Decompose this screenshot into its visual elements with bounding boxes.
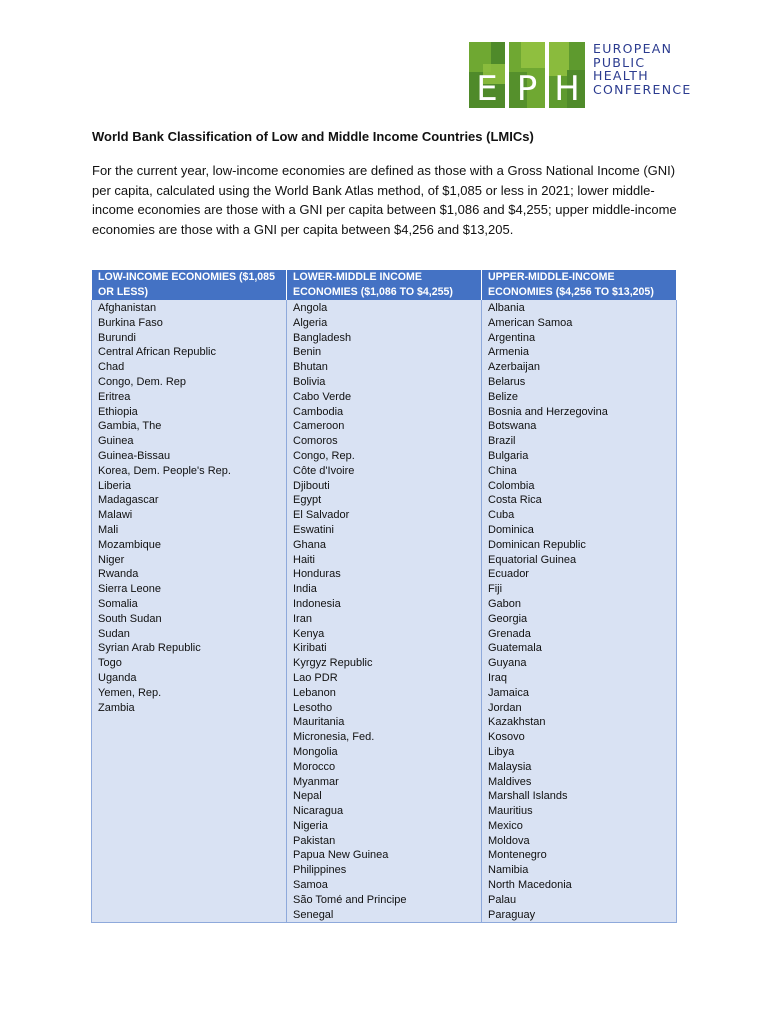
country-item: Morocco xyxy=(293,760,336,773)
country-item: Indonesia xyxy=(293,597,341,610)
country-item: Myanmar xyxy=(293,775,339,788)
country-item: Mauritius xyxy=(488,805,533,818)
logo-letter-h: H xyxy=(554,69,580,108)
country-item: Belize xyxy=(488,390,518,403)
country-item: Jamaica xyxy=(488,686,529,699)
table-row xyxy=(92,300,677,923)
country-item: Mali xyxy=(98,523,119,536)
country-item: Cambodia xyxy=(293,405,344,418)
country-item: Guyana xyxy=(488,657,527,670)
country-item: Sudan xyxy=(98,627,130,640)
country-item: Bulgaria xyxy=(488,449,529,462)
country-item: Côte d'Ivoire xyxy=(293,464,355,477)
country-item: Zambia xyxy=(98,701,135,714)
country-item: Iran xyxy=(293,612,312,625)
country-item: Micronesia, Fed. xyxy=(293,731,375,744)
country-item: Bolivia xyxy=(293,375,326,388)
country-item: Haiti xyxy=(293,553,316,566)
country-item: Bangladesh xyxy=(293,331,352,344)
country-item: Guinea xyxy=(98,435,134,448)
country-item: Djibouti xyxy=(293,479,330,492)
country-item: Jordan xyxy=(488,701,522,714)
country-item: Burundi xyxy=(98,331,136,344)
country-item: Brazil xyxy=(488,435,516,448)
country-item: Belarus xyxy=(488,375,526,388)
country-item: Cuba xyxy=(488,509,515,522)
country-item: Ethiopia xyxy=(98,405,138,418)
country-item: Yemen, Rep. xyxy=(98,686,162,699)
logo-line: EUROPEAN xyxy=(593,41,673,56)
logo-letter-p: P xyxy=(516,69,538,108)
country-item: Senegal xyxy=(293,908,334,921)
country-item: Sierra Leone xyxy=(98,583,161,596)
low-income-list xyxy=(98,301,280,715)
country-item: Georgia xyxy=(488,612,528,625)
country-item: Angola xyxy=(293,302,328,314)
country-item: Bhutan xyxy=(293,361,328,374)
logo-line: HEALTH xyxy=(593,68,649,84)
country-item: Palau xyxy=(488,893,517,906)
header-upper-middle-income: UPPER-MIDDLE-INCOME ECONOMIES ($4,256 TO $13,205) xyxy=(482,270,677,300)
country-item: Gambia, The xyxy=(98,420,162,433)
country-item: Papua New Guinea xyxy=(293,849,389,862)
country-item: Namibia xyxy=(488,864,529,877)
country-item: Eswatini xyxy=(293,523,334,536)
country-item: North Macedonia xyxy=(488,879,572,892)
country-item: Argentina xyxy=(488,331,536,344)
country-item: China xyxy=(488,464,517,477)
country-item: Honduras xyxy=(293,568,341,581)
country-item: Madagascar xyxy=(98,494,159,507)
country-item: Armenia xyxy=(488,346,529,359)
country-item: Kyrgyz Republic xyxy=(293,657,373,670)
country-item: Togo xyxy=(98,657,122,670)
country-item: Albania xyxy=(488,302,525,314)
logo-line: PUBLIC xyxy=(593,54,646,70)
country-item: Maldives xyxy=(488,775,532,788)
country-item: Malawi xyxy=(98,509,133,522)
eph-logo xyxy=(469,41,692,110)
country-item: Eritrea xyxy=(98,390,131,403)
eph-logo-mark xyxy=(469,42,585,108)
country-item: Central African Republic xyxy=(98,346,217,359)
income-classification-table xyxy=(91,270,677,923)
country-item: Samoa xyxy=(293,879,328,892)
country-item: Cameroon xyxy=(293,420,345,433)
country-item: Niger xyxy=(98,553,125,566)
country-item: Kiribati xyxy=(293,642,327,655)
country-item: American Samoa xyxy=(488,316,573,329)
country-item: Kosovo xyxy=(488,731,525,744)
country-item: Marshall Islands xyxy=(488,790,568,803)
country-item: Ecuador xyxy=(488,568,529,581)
upper-middle-income-list xyxy=(488,301,670,922)
upper-middle-income-cell xyxy=(482,300,677,923)
country-item: Nepal xyxy=(293,790,322,803)
country-item: Montenegro xyxy=(488,849,547,862)
country-item: Iraq xyxy=(488,671,507,684)
country-item: Benin xyxy=(293,346,322,359)
lower-middle-income-cell xyxy=(287,300,482,923)
table-header-row xyxy=(92,270,677,300)
country-item: Costa Rica xyxy=(488,494,542,507)
logo-letter-e: E xyxy=(476,69,498,108)
country-item: Comoros xyxy=(293,435,338,448)
document-title: World Bank Classification of Low and Middle Income Countries (LMICs) xyxy=(92,129,534,144)
country-item: Paraguay xyxy=(488,908,536,921)
country-item: Algeria xyxy=(293,316,328,329)
country-item: Rwanda xyxy=(98,568,139,581)
country-item: Philippines xyxy=(293,864,347,877)
low-income-cell xyxy=(92,300,287,923)
country-item: El Salvador xyxy=(293,509,350,522)
logo-line: CONFERENCE xyxy=(593,81,692,97)
country-item: Lesotho xyxy=(293,701,333,714)
country-item: Uganda xyxy=(98,671,137,684)
country-item: Egypt xyxy=(293,494,322,507)
country-item: Lebanon xyxy=(293,686,336,699)
country-item: Guatemala xyxy=(488,642,542,655)
country-item: Syrian Arab Republic xyxy=(98,642,201,655)
country-item: Colombia xyxy=(488,479,535,492)
country-item: Ghana xyxy=(293,538,327,551)
country-item: South Sudan xyxy=(98,612,162,625)
country-item: Mongolia xyxy=(293,745,338,758)
country-item: Dominican Republic xyxy=(488,538,586,551)
intro-paragraph: For the current year, low-income economies are defined as those with a Gross National Income (GNI) per capita, calculated using the World Bank Atlas method, of $1,085 or less in 2021; lower middle-income economies are those with a GNI per capita between $1,086 and $4,255; upper middle-income economies are those with a GNI per capita between $4,256 and $13,205. xyxy=(92,163,677,237)
country-item: Grenada xyxy=(488,627,531,640)
country-item: Korea, Dem. People's Rep. xyxy=(98,464,231,477)
country-item: Lao PDR xyxy=(293,671,338,684)
header-low-income: LOW-INCOME ECONOMIES ($1,085 OR LESS) xyxy=(92,270,287,300)
country-item: Fiji xyxy=(488,583,503,596)
country-item: Mozambique xyxy=(98,538,161,551)
country-item: Kenya xyxy=(293,627,325,640)
country-item: Afghanistan xyxy=(98,302,157,314)
country-item: Azerbaijan xyxy=(488,361,540,374)
country-item: Mauritania xyxy=(293,716,345,729)
country-item: Congo, Rep. xyxy=(293,449,355,462)
country-item: Botswana xyxy=(488,420,537,433)
country-item: Equatorial Guinea xyxy=(488,553,577,566)
country-item: Nicaragua xyxy=(293,805,344,818)
logo-wordmark xyxy=(593,42,692,96)
country-item: Guinea-Bissau xyxy=(98,449,171,462)
country-item: Kazakhstan xyxy=(488,716,546,729)
country-item: Dominica xyxy=(488,523,534,536)
country-item: São Tomé and Principe xyxy=(293,893,407,906)
lower-middle-income-list xyxy=(293,301,475,922)
country-item: Libya xyxy=(488,745,515,758)
country-item: Liberia xyxy=(98,479,132,492)
country-item: Moldova xyxy=(488,834,530,847)
country-item: Chad xyxy=(98,361,125,374)
country-item: Nigeria xyxy=(293,819,328,832)
country-item: Gabon xyxy=(488,597,522,610)
country-item: Burkina Faso xyxy=(98,316,163,329)
country-item: Congo, Dem. Rep xyxy=(98,375,187,388)
header-lower-middle-income: LOWER-MIDDLE INCOME ECONOMIES ($1,086 TO $4,255) xyxy=(287,270,482,300)
country-item: Malaysia xyxy=(488,760,532,773)
country-item: Cabo Verde xyxy=(293,390,352,403)
country-item: Pakistan xyxy=(293,834,336,847)
country-item: India xyxy=(293,583,317,596)
country-item: Mexico xyxy=(488,819,523,832)
country-item: Bosnia and Herzegovina xyxy=(488,405,608,418)
country-item: Somalia xyxy=(98,597,138,610)
